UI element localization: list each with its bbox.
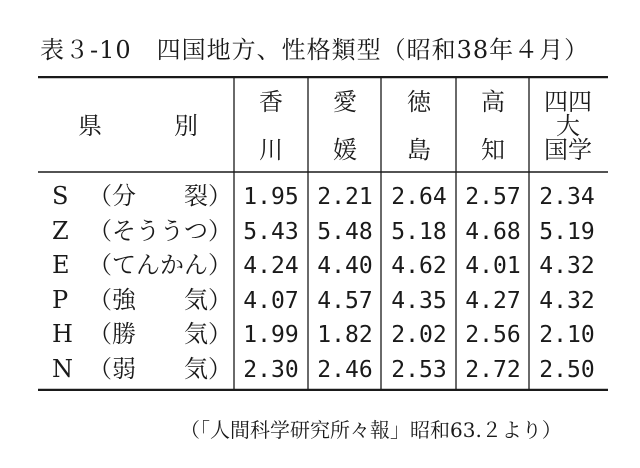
row-code: Z <box>52 216 69 245</box>
table-cell-value: 4.07 <box>243 287 299 314</box>
table-cell-value: 4.35 <box>391 287 447 314</box>
col-header-ehime-top: 愛 <box>333 88 357 116</box>
col-header-kagawa-bottom: 川 <box>259 136 283 164</box>
row-type-name: （分 裂） <box>88 182 232 210</box>
col-header-shikoku-univ-middle: 大 <box>556 112 580 140</box>
table-cell-value: 2.21 <box>317 184 373 210</box>
table-cell-value: 2.10 <box>539 322 595 348</box>
row-code: S <box>52 182 69 210</box>
table-cell-value: 1.95 <box>243 184 299 210</box>
table-cell-value: 1.99 <box>243 322 299 348</box>
table-cell-value: 4.32 <box>539 287 595 314</box>
source-note: （「人間科学研究所々報」昭和63.２より） <box>180 418 562 442</box>
row-code: N <box>52 354 73 383</box>
table-cell-value: 4.40 <box>317 253 373 279</box>
col-header-kochi-bottom: 知 <box>481 136 505 164</box>
table-cell-value: 1.82 <box>317 322 373 348</box>
row-type-name: （弱 気） <box>88 354 232 383</box>
row-type-name: （強 気） <box>88 285 232 314</box>
table-cell-value: 4.62 <box>391 253 447 279</box>
col-header-kagawa-top: 香 <box>259 88 283 116</box>
row-code: P <box>52 285 69 314</box>
row-type-name: （てんかん） <box>88 251 232 279</box>
table-caption: 表３-10 四国地方、性格類型（昭和38年４月） <box>40 36 590 64</box>
col-header-tokushima-top: 徳 <box>407 88 431 116</box>
col-header-kochi-top: 高 <box>481 88 505 116</box>
table-cell-value: 4.68 <box>465 218 521 245</box>
table-cell-value: 2.30 <box>243 356 299 383</box>
table-cell-value: 2.64 <box>391 184 447 210</box>
table-cell-value: 5.19 <box>539 218 595 245</box>
table-cell-value: 2.46 <box>317 356 373 383</box>
table-cell-value: 4.57 <box>317 287 373 314</box>
row-code: E <box>52 251 70 279</box>
row-type-name: （勝 気） <box>88 320 232 348</box>
region-header-label: 県 別 <box>78 112 198 140</box>
table-cell-value: 4.01 <box>465 253 521 279</box>
table-cell-value: 2.50 <box>539 356 595 383</box>
row-type-name: （そううつ） <box>88 216 232 245</box>
col-header-ehime-bottom: 媛 <box>333 136 357 164</box>
table-cell-value: 2.02 <box>391 322 447 348</box>
col-header-shikoku-univ-bottom: 国学 <box>544 136 592 164</box>
table-cell-value: 2.53 <box>391 356 447 383</box>
table-cell-value: 2.34 <box>539 184 595 210</box>
table-cell-value: 4.24 <box>243 253 299 279</box>
table-cell-value: 5.18 <box>391 218 447 245</box>
table-cell-value: 4.32 <box>539 253 595 279</box>
col-header-tokushima-bottom: 島 <box>407 136 431 164</box>
table-cell-value: 2.72 <box>465 356 521 383</box>
table-cell-value: 4.27 <box>465 287 521 314</box>
table-cell-value: 2.56 <box>465 322 521 348</box>
table-cell-value: 2.57 <box>465 184 521 210</box>
table-cell-value: 5.43 <box>243 218 299 245</box>
row-code: H <box>52 320 73 348</box>
col-header-shikoku-univ-top: 四四 <box>544 88 592 116</box>
table-cell-value: 5.48 <box>317 218 373 245</box>
personality-type-table <box>38 76 608 391</box>
